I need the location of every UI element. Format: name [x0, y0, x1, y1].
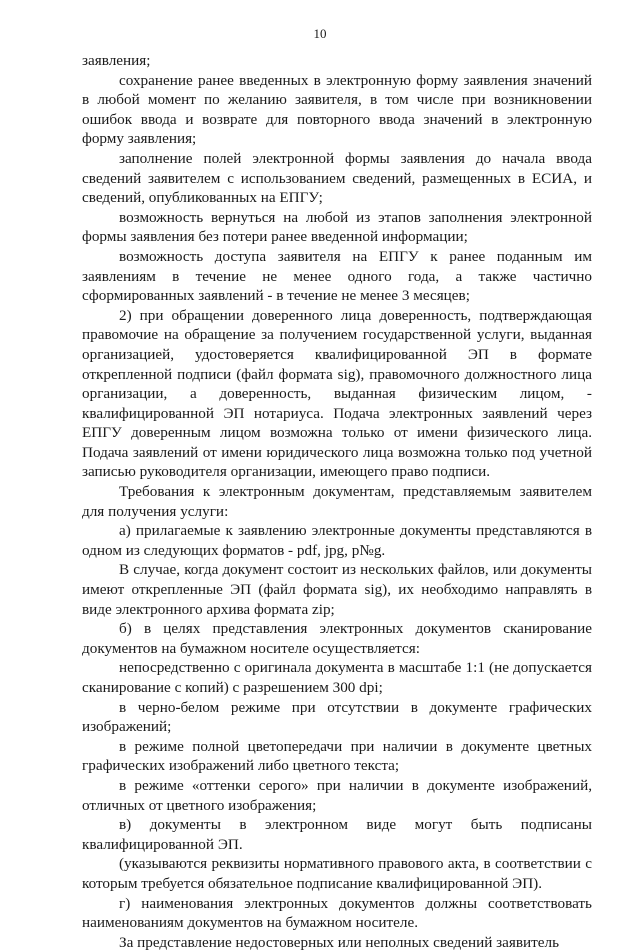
- paragraph-full-color: в режиме полной цветопередачи при наличии в документе цветных графических изображений либо цветного текста;: [82, 737, 592, 775]
- paragraph-continuation: заявления;: [82, 52, 151, 69]
- paragraph-item-b-scanning: б) в целях представления электронных документов сканирование документов на бумажном носителе осуществляется:: [82, 620, 592, 657]
- paragraph-fill-fields: заполнение полей электронной формы заявления до начала ввода сведений заявителем с использованием сведений, размещенных в ЕСИА, и сведений, опубликованных на ЕПГУ;: [82, 149, 592, 207]
- paragraph-return-step: возможность вернуться на любой из этапов заполнения электронной формы заявления без потери ранее введенной информации;: [82, 208, 592, 246]
- paragraph-scan-original: непосредственно с оригинала документа в масштабе 1:1 (не допускается сканирование с копий) с разрешением 300 dpi;: [82, 659, 592, 696]
- paragraph-multiple-files: В случае, когда документ состоит из нескольких файлов, или документы имеют открепленные ЭП (файл формата sig), их необходимо направлять в виде электронного архива формата zip;: [82, 561, 592, 618]
- paragraph-legal-act-note: (указываются реквизиты нормативного правового акта, в соответствии с которым требуется обязательное подписание квалифицированной ЭП).: [82, 855, 592, 892]
- document-body: [82, 51, 592, 952]
- paragraph-liability: За представление недостоверных или неполных сведений заявитель: [119, 933, 560, 951]
- paragraph-item-v-signature: в) документы в электронном виде могут быть подписаны квалифицированной ЭП.: [82, 816, 592, 853]
- paragraph-item-2-proxy: 2) при обращении доверенного лица доверенность, подтверждающая правомочие на обращение за получением государственной услуги, выданная организацией, удостоверяется квалифицированной ЭП в формате открепленной подписи (файл формата sig), правомочного должностного лица организации, а доверенность, выданная физическим лицом, - квалифицированной ЭП нотариуса. Подача электронных заявлений через ЕПГУ доверенным лицом возможна только от имени физического лица. Подача заявлений от имени юридического лица возможна только под учетной записью руководителя организации, имеющего право подписи.: [82, 306, 592, 481]
- paragraph-access-applications: возможность доступа заявителя на ЕПГУ к ранее поданным им заявлениям в течение не менее одного года, а также частично сформированных заявлений - в течение не менее 3 месяцев;: [82, 247, 592, 305]
- page-number: 10: [313, 26, 327, 41]
- paragraph-requirements-heading: Требования к электронным документам, представляемым заявителем для получения услуги:: [82, 483, 592, 520]
- paragraph-item-a-formats: а) прилагаемые к заявлению электронные документы представляются в одном из следующих форматов - pdf, jpg, p№g.: [82, 522, 592, 559]
- paragraph-grayscale: в режиме «оттенки серого» при наличии в документе изображений, отличных от цветного изображения;: [82, 776, 592, 814]
- paragraph-item-g-names: г) наименования электронных документов должны соответствовать наименованиям документов на бумажном носителе.: [82, 894, 592, 932]
- paragraph-black-white: в черно-белом режиме при отсутствии в документе графических изображений;: [82, 698, 592, 736]
- paragraph-save-values: сохранение ранее введенных в электронную форму заявления значений в любой момент по желанию заявителя, в том числе при возникновении ошибок ввода и возврате для повторного ввода значений в электронную форму заявления;: [82, 71, 592, 148]
